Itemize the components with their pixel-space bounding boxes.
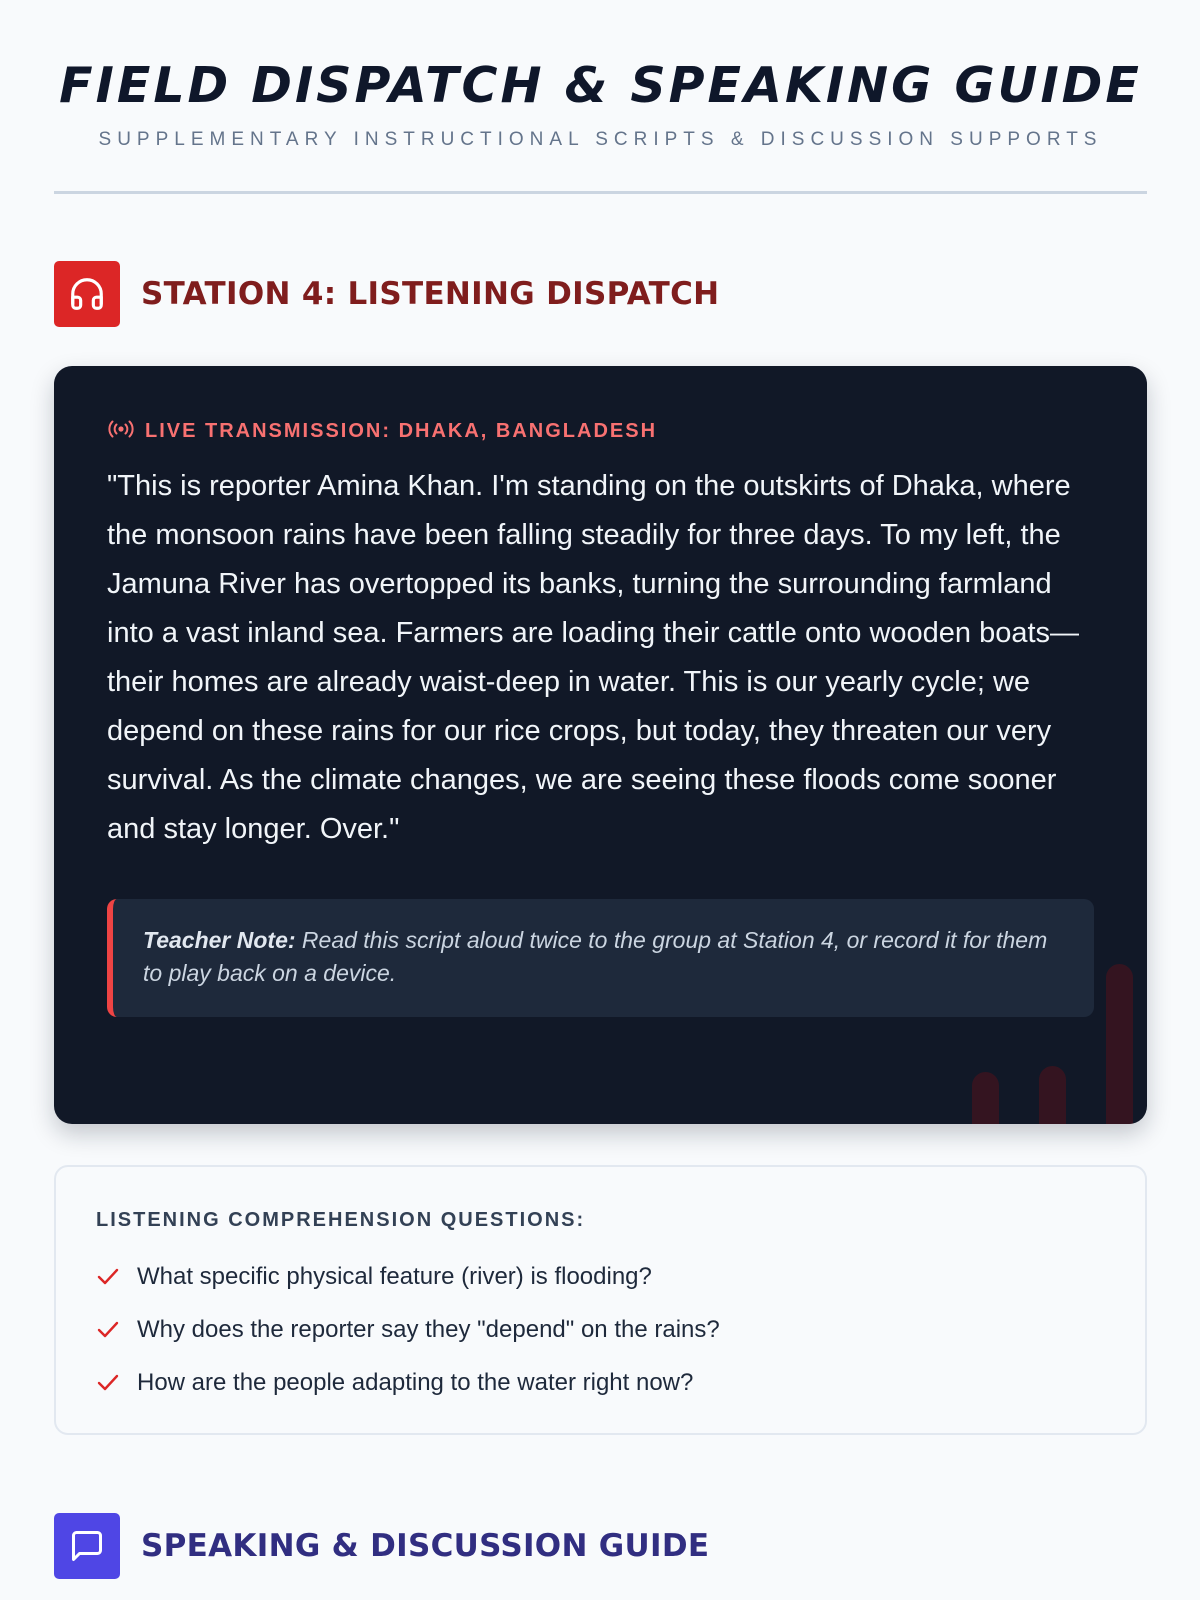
- check-icon: [96, 1265, 120, 1289]
- chat-icon: [54, 1513, 120, 1579]
- headphones-icon: [54, 261, 120, 327]
- question-item: [96, 1250, 1105, 1303]
- speaking-guide-title: SPEAKING & DISCUSSION GUIDE: [141, 1528, 710, 1564]
- dispatch-card: [54, 366, 1147, 1124]
- check-icon: [96, 1318, 120, 1342]
- document-title: FIELD DISPATCH & SPEAKING GUIDE: [59, 57, 1142, 114]
- questions-heading: LISTENING COMPREHENSION QUESTIONS:: [96, 1209, 586, 1231]
- broadcast-icon: [107, 419, 135, 444]
- document-subtitle: SUPPLEMENTARY INSTRUCTIONAL SCRIPTS & DISCUSSION SUPPORTS: [98, 129, 1103, 150]
- signal-bar: [1039, 1066, 1066, 1124]
- signal-bar: [1106, 964, 1133, 1124]
- signal-bar: [972, 1072, 999, 1124]
- teacher-note-label: Teacher Note:: [143, 927, 296, 953]
- question-item: [96, 1303, 1105, 1356]
- speaking-guide-heading: [54, 1513, 1147, 1579]
- question-text: What specific physical feature (river) is flooding?: [137, 1262, 652, 1290]
- page: [54, 0, 1147, 1579]
- question-list: [96, 1250, 1105, 1409]
- comprehension-questions-card: [54, 1165, 1147, 1435]
- header-divider: [54, 191, 1147, 194]
- station-title: STATION 4: LISTENING DISPATCH: [141, 276, 720, 312]
- check-icon: [96, 1371, 120, 1395]
- teacher-note: [107, 899, 1094, 1017]
- dispatch-transcript: "This is reporter Amina Khan. I'm standing on the outskirts of Dhaka, where the monsoon rains have been falling steadily for three days. To my left, the Jamuna River has overtopped its banks, turning the surrounding farmland into a vast inland sea. Farmers are loading their cattle onto wooden boats—their homes are already waist-deep in water. This is our yearly cycle; we depend on these rains for our rice crops, but today, they threaten our very survival. As the climate changes, we are seeing these floods come sooner and stay longer. Over.": [107, 470, 1080, 845]
- live-transmission-label: [107, 419, 1094, 444]
- question-text: Why does the reporter say they "depend" on the rains?: [137, 1315, 720, 1343]
- question-item: [96, 1356, 1105, 1409]
- document-header: [54, 0, 1147, 194]
- station-4-heading: [54, 261, 1147, 327]
- live-label-text: LIVE TRANSMISSION: DHAKA, BANGLADESH: [145, 420, 658, 442]
- teacher-note-text: Read this script aloud twice to the group at Station 4, or record it for them to play back on a device.: [143, 927, 1048, 986]
- question-text: How are the people adapting to the water right now?: [137, 1368, 694, 1396]
